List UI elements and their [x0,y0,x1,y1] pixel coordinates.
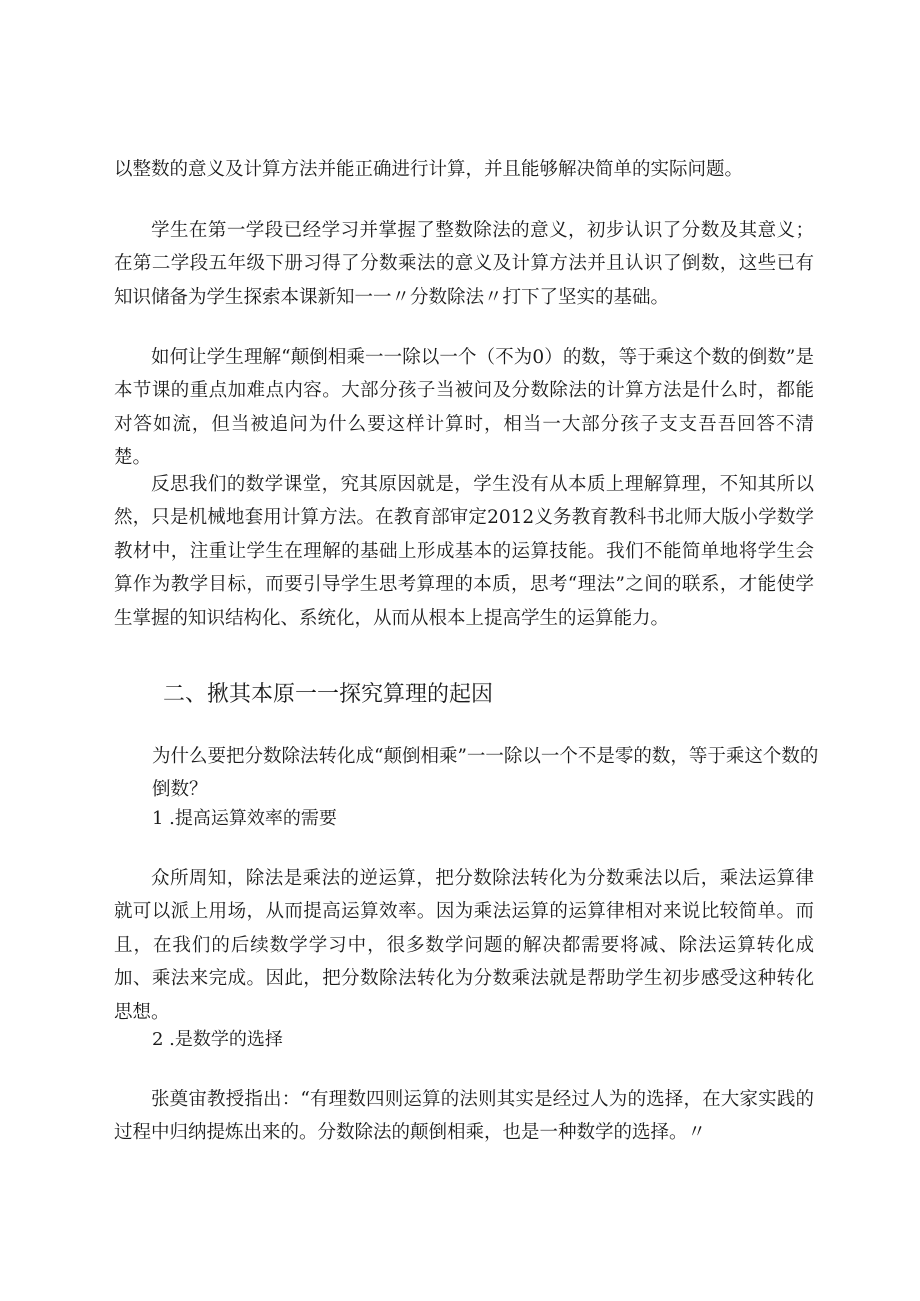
paragraph-integer-meaning: 以整数的意义及计算方法并能正确进行计算，并且能够解决简单的实际问题。 [114,159,744,180]
paragraph-efficiency: 众所周知，除法是乘法的逆运算，把分数除法转化为分数乘法以后，乘法运算律就可以派上用场，从而提高运算效率。因为乘法运算的运算律相对来说比较简单。而且，在我们的后续数学学习中，很多数学问题的解决都需要将减、除法运算转化成加、乘法来完成。因此，把分数除法转化为分数乘法就是帮助学生初步感受这种转化思想。 [114,868,814,1023]
subheading-efficiency: 1 .提高运算效率的需要 [152,808,337,829]
subheading-math-choice: 2 .是数学的选择 [152,1029,283,1050]
section-heading: 二、揪其本原一一探究算理的起因 [163,682,494,707]
paragraph-math-choice: 张奠宙教授指出：“有理数四则运算的法则其实是经过人为的选择，在大家实践的过程中归纳提炼出来的。分数除法的颠倒相乘，也是一种数学的选择。〃 [114,1089,814,1144]
paragraph-reflection: 反思我们的数学课堂，究其原因就是，学生没有从本质上理解算理，不知其所以然，只是机械地套用计算方法。在教育部审定2012义务教育教科书北师大版小学数学教材中，注重让学生在理解的基础上形成基本的运算技能。我们不能简单地将学生会算作为教学目标，而要引导学生思考算理的本质，思考“理法”之间的联系，才能使学生掌握的知识结构化、系统化，从而从根本上提高学生的运算能力。 [114,474,814,629]
paragraph-key-difficulty: 如何让学生理解“颠倒相乘一一除以一个（不为0）的数，等于乘这个数的倒数”是本节课的重点加难点内容。大部分孩子当被问及分数除法的计算方法是什么时，都能对答如流，但当被追问为什么要这样计算时，相当一大部分孩子支支吾吾回答不清楚。 [114,347,814,469]
paragraph-question: 为什么要把分数除法转化成“颠倒相乘”一一除以一个不是零的数，等于乘这个数的倒数？ [152,746,819,801]
paragraph-student-background: 学生在第一学段已经学习并掌握了整数除法的意义，初步认识了分数及其意义；在第二学段五年级下册习得了分数乘法的意义及计算方法并且认识了倒数，这些已有知识储备为学生探索本课新知一一〃分数除法〃打下了坚实的基础。 [114,220,814,308]
